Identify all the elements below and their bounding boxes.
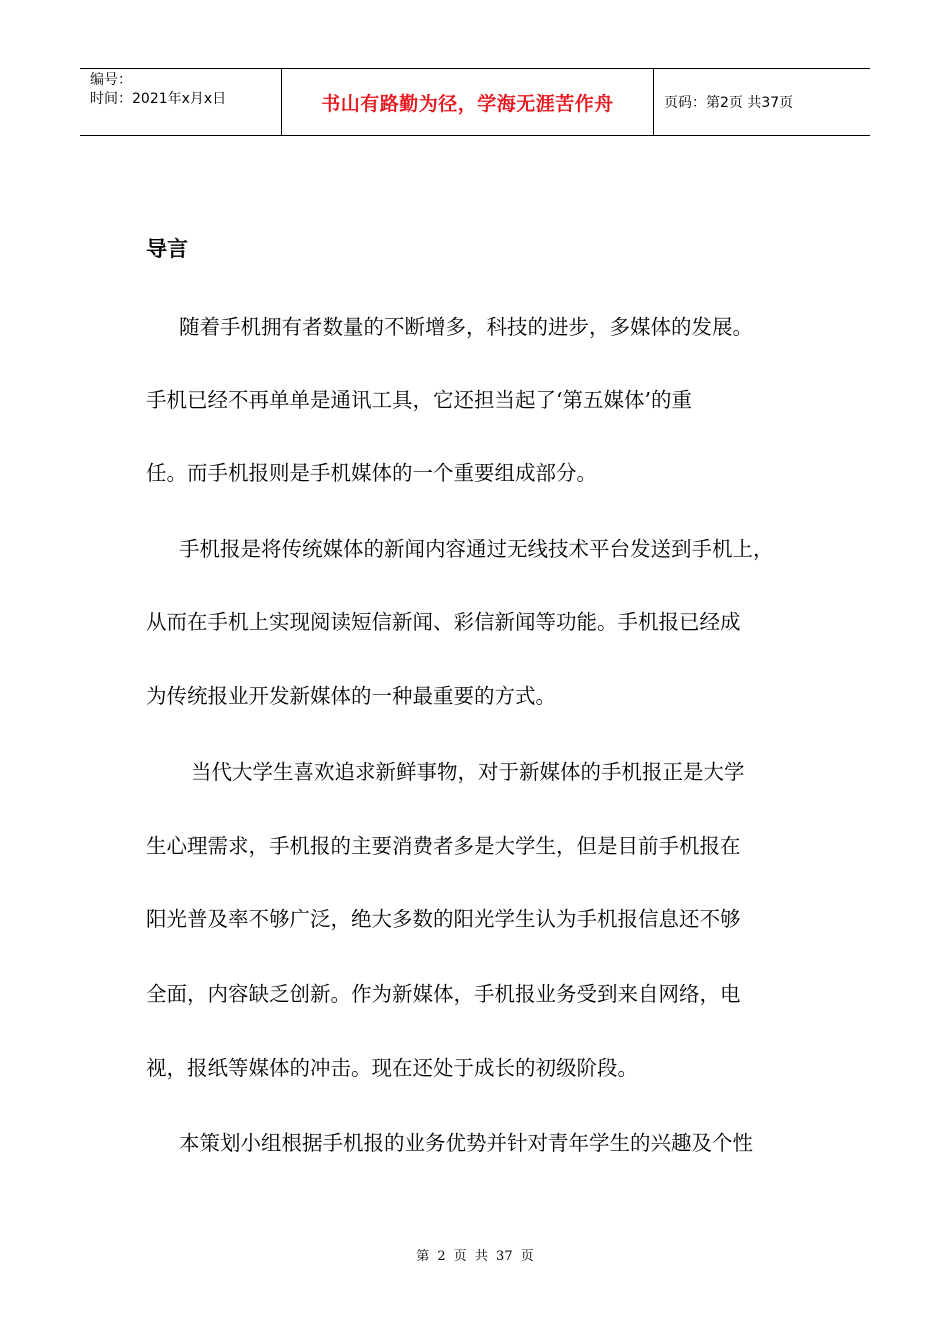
body-line: 任。而手机报则是手机媒体的一个重要组成部分。 [146,461,597,485]
body-line: 当代大学生喜欢追求新鲜事物，对于新媒体的手机报正是大学 [191,760,745,784]
section-heading: 导言 [146,237,188,261]
motto-text: 书山有路勤为径，学海无涯苦作舟 [321,92,614,115]
body-line: 阳光普及率不够广泛，绝大多数的阳光学生认为手机报信息还不够 [146,907,741,931]
body-line: 手机已经不再单单是通讯工具，它还担当起了‘第五媒体’的重 [146,388,693,412]
page-footer: 第 2 页 共 37 页 [416,1249,534,1264]
body-line: 手机报是将传统媒体的新闻内容通过无线技术平台发送到手机上， [179,537,774,561]
body-line: 本策划小组根据手机报的业务优势并针对青年学生的兴趣及个性 [179,1131,753,1155]
body-line: 从而在手机上实现阅读短信新闻、彩信新闻等功能。手机报已经成 [146,610,741,634]
body-line: 随着手机拥有者数量的不断增多，科技的进步，多媒体的发展。 [179,315,753,339]
body-line: 视，报纸等媒体的冲击。现在还处于成长的初级阶段。 [146,1056,638,1080]
header-page-cell [654,69,870,135]
body-line: 为传统报业开发新媒体的一种最重要的方式。 [146,684,556,708]
number-label: 编号： [90,72,132,88]
header-motto-cell [282,69,654,135]
page-info: 页码：第2页 共37页 [664,95,794,111]
body-line: 全面，内容缺乏创新。作为新媒体，手机报业务受到来自网络，电 [146,982,741,1006]
time-label: 时间：2021年x月x日 [90,91,227,107]
body-line: 生心理需求，手机报的主要消费者多是大学生，但是目前手机报在 [146,834,741,858]
page-header [80,68,870,136]
header-meta-cell [80,69,282,135]
